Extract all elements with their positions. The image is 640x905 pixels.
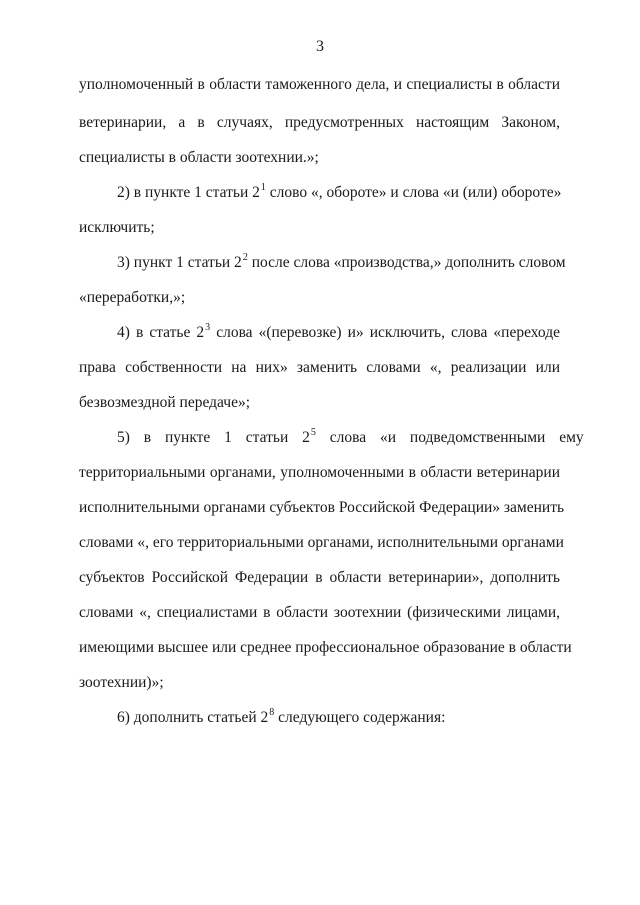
text-fragment: следующего содержания: — [274, 709, 446, 726]
text-fragment: 5) в пункте 1 статьи 2 — [117, 429, 310, 446]
superscript: 5 — [310, 427, 316, 438]
text-fragment: 4) в статье 2 — [117, 324, 205, 341]
superscript: 8 — [269, 707, 275, 718]
text-line: «переработки,»; — [79, 289, 186, 306]
text-line-item-2 — [117, 183, 560, 205]
text-fragment: слова «(перевозке) и» исключить, слова «переходе — [210, 324, 560, 341]
superscript: 2 — [242, 252, 248, 263]
text-line: ветеринарии, а в случаях, предусмотренных настоящим Законом, — [79, 114, 560, 131]
text-line: словами «, специалистами в области зоотехнии (физическими лицами, — [79, 604, 560, 621]
text-fragment: 2) в пункте 1 статьи 2 — [117, 184, 260, 201]
text-line-item-6 — [117, 708, 560, 730]
superscript: 1 — [260, 182, 266, 193]
text-fragment: слово «, обороте» и слова «и (или) обороте» — [265, 184, 562, 201]
text-line: уполномоченный в области таможенного дела, и специалисты в области — [79, 76, 560, 93]
text-line: словами «, его территориальными органами, исполнительными органами — [79, 534, 564, 551]
text-line-item-3 — [117, 252, 566, 275]
text-line: субъектов Российской Федерации в области ветеринарии», дополнить — [79, 569, 560, 586]
text-line: территориальными органами, уполномоченными в области ветеринарии — [79, 464, 560, 481]
text-line: исключить; — [79, 219, 155, 236]
text-line-item-5 — [117, 427, 584, 450]
text-line: специалисты в области зоотехнии.»; — [79, 149, 319, 166]
text-line-item-4 — [117, 323, 560, 345]
text-line: зоотехнии)»; — [79, 674, 164, 691]
text-fragment: слова «и подведомственными ему — [315, 429, 584, 446]
text-line: права собственности на них» заменить словами «, реализации или — [79, 359, 560, 376]
text-fragment: после слова «производства,» дополнить словом — [247, 254, 566, 271]
text-fragment: 3) пункт 1 статьи 2 — [117, 254, 242, 271]
page-number: 3 — [316, 38, 324, 55]
text-line: имеющими высшее или среднее профессиональное образование в области — [79, 639, 572, 656]
text-fragment: 6) дополнить статьей 2 — [117, 709, 269, 726]
text-line: исполнительными органами субъектов Российской Федерации» заменить — [79, 499, 565, 516]
superscript: 3 — [205, 322, 211, 333]
text-line: безвозмездной передаче»; — [79, 394, 251, 411]
